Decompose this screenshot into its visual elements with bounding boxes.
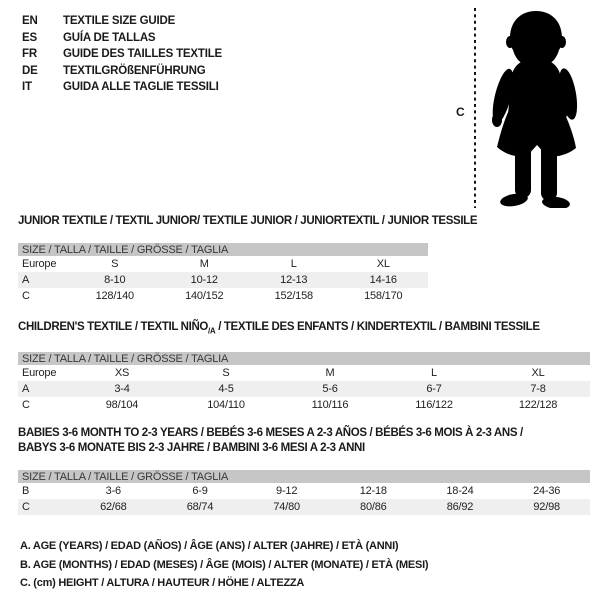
children-title-text: CHILDREN'S TEXTILE / TEXTIL NIÑO — [18, 321, 209, 333]
language-code: ES — [22, 31, 37, 44]
footnote-a: A. AGE (YEARS) / EDAD (AÑOS) / ÂGE (ANS) / ALTER (JAHRE) / ETÀ (ANNI) — [20, 540, 399, 552]
value-cell: 62/68 — [70, 499, 157, 515]
language-row-es — [22, 30, 222, 47]
value-cell: 68/74 — [157, 499, 244, 515]
height-measure-line — [473, 8, 477, 208]
babies-title-line1: BABIES 3-6 MONTH TO 2-3 YEARS / BEBÉS 3-6 MESES A 2-3 AÑOS / BÉBÉS 3-6 MOIS À 2-3 ANS / — [18, 427, 523, 439]
table-row — [18, 365, 590, 381]
value-cell: 104/110 — [207, 399, 245, 412]
value-cell: XL — [531, 367, 545, 380]
junior-table-title: JUNIOR TEXTILE / TEXTIL JUNIOR/ TEXTILE JUNIOR / JUNIORTEXTIL / JUNIOR TESSILE — [18, 215, 478, 227]
value-cell: 9-12 — [276, 485, 298, 497]
value-cell: 6-9 — [192, 485, 208, 497]
value-cell: 10-12 — [160, 272, 250, 288]
language-label: GUIDE DES TAILLES TEXTILE — [63, 48, 222, 61]
value-cell: 128/140 — [95, 290, 134, 302]
value-cell: 12-13 — [249, 272, 339, 288]
row-label-cell: C — [22, 290, 30, 302]
table-row — [18, 499, 590, 515]
value-cell: 98/104 — [105, 399, 139, 412]
value-cell: 14-16 — [339, 272, 429, 288]
language-label: TEXTILE SIZE GUIDE — [63, 15, 176, 27]
babies-section — [18, 426, 590, 515]
value-cell: L — [431, 367, 437, 380]
row-label-cell: A — [18, 272, 70, 288]
row-label-cell: Europe — [22, 258, 57, 270]
size-header-cell: SIZE / TALLA / TAILLE / GRÖSSE / TAGLIA — [18, 243, 428, 256]
table-row — [18, 256, 428, 272]
value-cell: 92/98 — [503, 499, 590, 515]
footnote-b: B. AGE (MONTHS) / EDAD (MESES) / ÂGE (MOIS) / ALTER (MONATE) / ETÀ (MESI) — [20, 558, 429, 571]
value-cell: 24-36 — [533, 485, 561, 497]
language-code: EN — [22, 15, 38, 27]
value-cell: XS — [114, 367, 130, 380]
footnotes-list — [20, 537, 428, 593]
value-cell: 4-5 — [174, 381, 278, 397]
value-cell: 152/158 — [274, 290, 313, 302]
row-label-cell: B — [22, 485, 30, 497]
value-cell: 80/86 — [330, 499, 417, 515]
height-measure-label: C — [456, 105, 465, 119]
language-label: TEXTILGRÖßENFÜHRUNG — [63, 64, 206, 77]
language-code: IT — [22, 81, 32, 94]
language-row-fr — [22, 46, 222, 63]
value-cell: 8-10 — [70, 272, 160, 288]
value-cell: 158/170 — [364, 290, 403, 302]
value-cell: M — [199, 258, 209, 270]
value-cell: 3-6 — [105, 485, 121, 497]
language-row-de — [22, 63, 222, 80]
junior-section — [18, 214, 590, 304]
value-cell: 110/116 — [311, 399, 349, 412]
value-cell: L — [290, 258, 297, 270]
children-title-subscript: /A — [208, 326, 216, 336]
children-table — [18, 352, 590, 413]
value-cell: M — [325, 367, 335, 380]
language-guide-list — [22, 13, 222, 96]
junior-table — [18, 243, 428, 304]
children-title-text: / TEXTILE DES ENFANTS / KINDERTEXTIL / BAMBINI TESSILE — [215, 321, 540, 333]
size-header-row — [18, 470, 590, 483]
row-label-cell: A — [18, 381, 70, 397]
babies-table — [18, 470, 590, 515]
babies-title-line2: BABYS 3-6 MONATE BIS 2-3 JAHRE / BAMBINI 3-6 MESI A 2-3 ANNI — [18, 442, 365, 454]
table-row — [18, 397, 590, 413]
value-cell: 3-4 — [70, 381, 174, 397]
value-cell: XL — [376, 258, 390, 270]
table-row — [18, 288, 428, 304]
table-row — [18, 272, 428, 288]
value-cell: 86/92 — [417, 499, 504, 515]
language-label: GUÍA DE TALLAS — [63, 31, 156, 44]
footnote-c: C. (cm) HEIGHT / ALTURA / HAUTEUR / HÖHE / ALTEZZA — [20, 577, 305, 589]
row-label-cell: Europe — [22, 367, 57, 380]
language-row-en — [22, 13, 222, 30]
value-cell: 18-24 — [446, 485, 474, 497]
value-cell: 6-7 — [382, 381, 486, 397]
value-cell: 122/128 — [518, 399, 558, 412]
size-header-cell: SIZE / TALLA / TAILLE / GRÖSSE / TAGLIA — [18, 352, 590, 365]
children-section — [18, 320, 590, 413]
value-cell: 5-6 — [278, 381, 382, 397]
value-cell: S — [222, 367, 230, 380]
language-code: DE — [22, 64, 38, 77]
size-header-cell: SIZE / TALLA / TAILLE / GRÖSSE / TAGLIA — [18, 470, 590, 483]
value-cell: S — [111, 258, 119, 270]
value-cell: 140/152 — [185, 290, 224, 302]
language-row-it — [22, 79, 222, 96]
value-cell: 12-18 — [359, 485, 387, 497]
value-cell: 116/122 — [415, 399, 453, 412]
row-label-cell: C — [22, 399, 30, 412]
language-code: FR — [22, 48, 37, 61]
babies-table-title — [18, 426, 590, 456]
table-row — [18, 381, 590, 397]
value-cell: 74/80 — [243, 499, 330, 515]
children-table-title — [18, 320, 590, 338]
size-header-row — [18, 243, 428, 256]
language-label: GUIDA ALLE TAGLIE TESSILI — [63, 81, 219, 94]
row-label-cell: C — [18, 499, 70, 515]
value-cell: 7-8 — [486, 381, 590, 397]
size-header-row — [18, 352, 590, 365]
table-row — [18, 483, 590, 499]
toddler-silhouette-icon — [486, 8, 586, 208]
